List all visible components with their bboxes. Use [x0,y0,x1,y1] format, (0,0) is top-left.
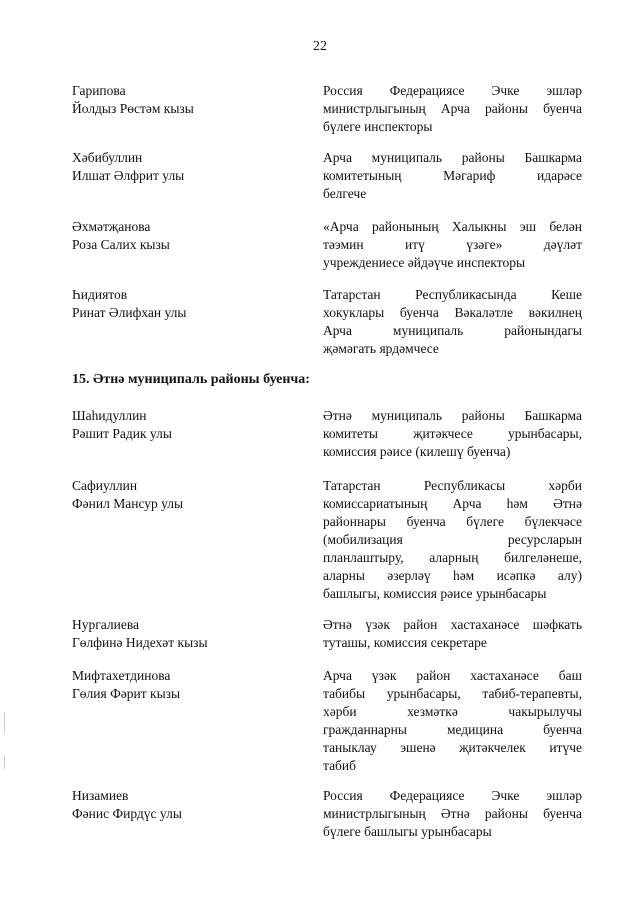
section-heading: 15. Әтнә муниципаль районы буенча: [72,372,310,387]
role-line: таныклау эшенә җитәкчелек итүче [323,740,582,755]
role-line: Әтнә үзәк район хастаханәсе шәфкать [323,617,582,632]
role-line: учреждениесе әйдәүче инспекторы [323,255,526,270]
role-line: җәмәгать ярдәмчесе [323,341,439,356]
member-role [323,477,582,603]
role-line: бүлеге инспекторы [323,119,433,134]
member-role [323,667,582,775]
member-given-name: Илшат Әлфрит улы [72,168,185,183]
member-surname: Нургалиева [72,617,140,632]
role-line: Арча үзәк район хастаханәсе баш [323,668,582,683]
member-given-name: Фәнис Фирдүс улы [72,806,182,821]
member-role [323,218,582,272]
member-name [72,407,292,443]
role-line: Әтнә муниципаль районы Башкарма [323,408,582,423]
member-role [323,82,582,136]
member-role [323,407,582,461]
role-line: табибы урынбасары, табиб-терапевты, [323,686,582,701]
member-surname: Әхмәтҗанова [72,219,151,234]
role-line: планлаштыру, аларның билгеләнеше, [323,550,582,565]
role-line: Арча муниципаль районындагы [323,323,582,338]
member-surname: Мифтахетдинова [72,668,171,683]
member-surname: Хәбибуллин [72,150,143,165]
member-name [72,149,292,185]
page-number: 22 [313,39,327,54]
role-line: комиссариатының Арча һәм Әтнә [323,496,582,511]
member-given-name: Фәнил Мансур улы [72,496,184,511]
role-line: районнары буенча бүлеге бүлекчәсе [323,514,582,529]
member-given-name: Йолдыз Рөстәм кызы [72,101,194,116]
role-line: аларны әзерләү һәм исәпкә алу) [323,568,582,583]
role-line: Арча муниципаль районы Башкарма [323,150,582,165]
role-line: белгече [323,186,367,201]
role-line: табиб [323,758,357,773]
role-line: «Арча районының Халыкны эш белән [323,219,582,234]
role-line: комитетының Мәгариф идарәсе [323,168,582,183]
member-name [72,218,292,254]
member-role [323,787,582,841]
scan-edge-mark [4,755,5,769]
member-surname: Һидиятов [72,287,128,302]
role-line: Татарстан Республикасында Кеше [323,287,582,302]
member-given-name: Гөлия Фәрит кызы [72,686,181,701]
role-line: хокуклары буенча Вәкаләтле вәкилнең [323,305,582,320]
role-line: туташы, комиссия секретаре [323,635,487,650]
role-line: (мобилизация ресурсларын [323,532,582,547]
role-line: бүлеге башлыгы урынбасары [323,824,492,839]
member-surname: Шаһидуллин [72,408,147,423]
role-line: министрлыгының Арча районы буенча [323,101,582,116]
member-name [72,286,292,322]
scan-edge-mark [4,712,5,734]
role-line: Россия Федерациясе Эчке эшләр [323,83,582,98]
role-line: гражданнарны медицина буенча [323,722,582,737]
member-name [72,667,292,703]
member-role [323,616,582,652]
member-surname: Низамиев [72,788,129,803]
member-given-name: Рәшит Радик улы [72,426,172,441]
member-role [323,286,582,358]
role-line: тәэмин итү үзәге» дәүләт [323,237,582,252]
role-line: министрлыгының Әтнә районы буенча [323,806,582,821]
role-line: комиссия рәисе (килешү буенча) [323,444,511,459]
member-name [72,787,292,823]
member-name [72,616,292,652]
role-line: башлыгы, комиссия рәисе урынбасары [323,586,547,601]
member-given-name: Роза Салих кызы [72,237,170,252]
member-given-name: Ринат Әлифхан улы [72,305,187,320]
member-role [323,149,582,203]
role-line: Татарстан Республикасы хәрби [323,478,582,493]
member-name [72,477,292,513]
member-surname: Гарипова [72,83,126,98]
member-given-name: Гөлфинә Нидехәт кызы [72,635,208,650]
role-line: хәрби хезмәткә чакырылучы [323,704,582,719]
role-line: Россия Федерациясе Эчке эшләр [323,788,582,803]
member-name [72,82,292,118]
member-surname: Сафиуллин [72,478,138,493]
role-line: комитеты җитәкчесе урынбасары, [323,426,582,441]
